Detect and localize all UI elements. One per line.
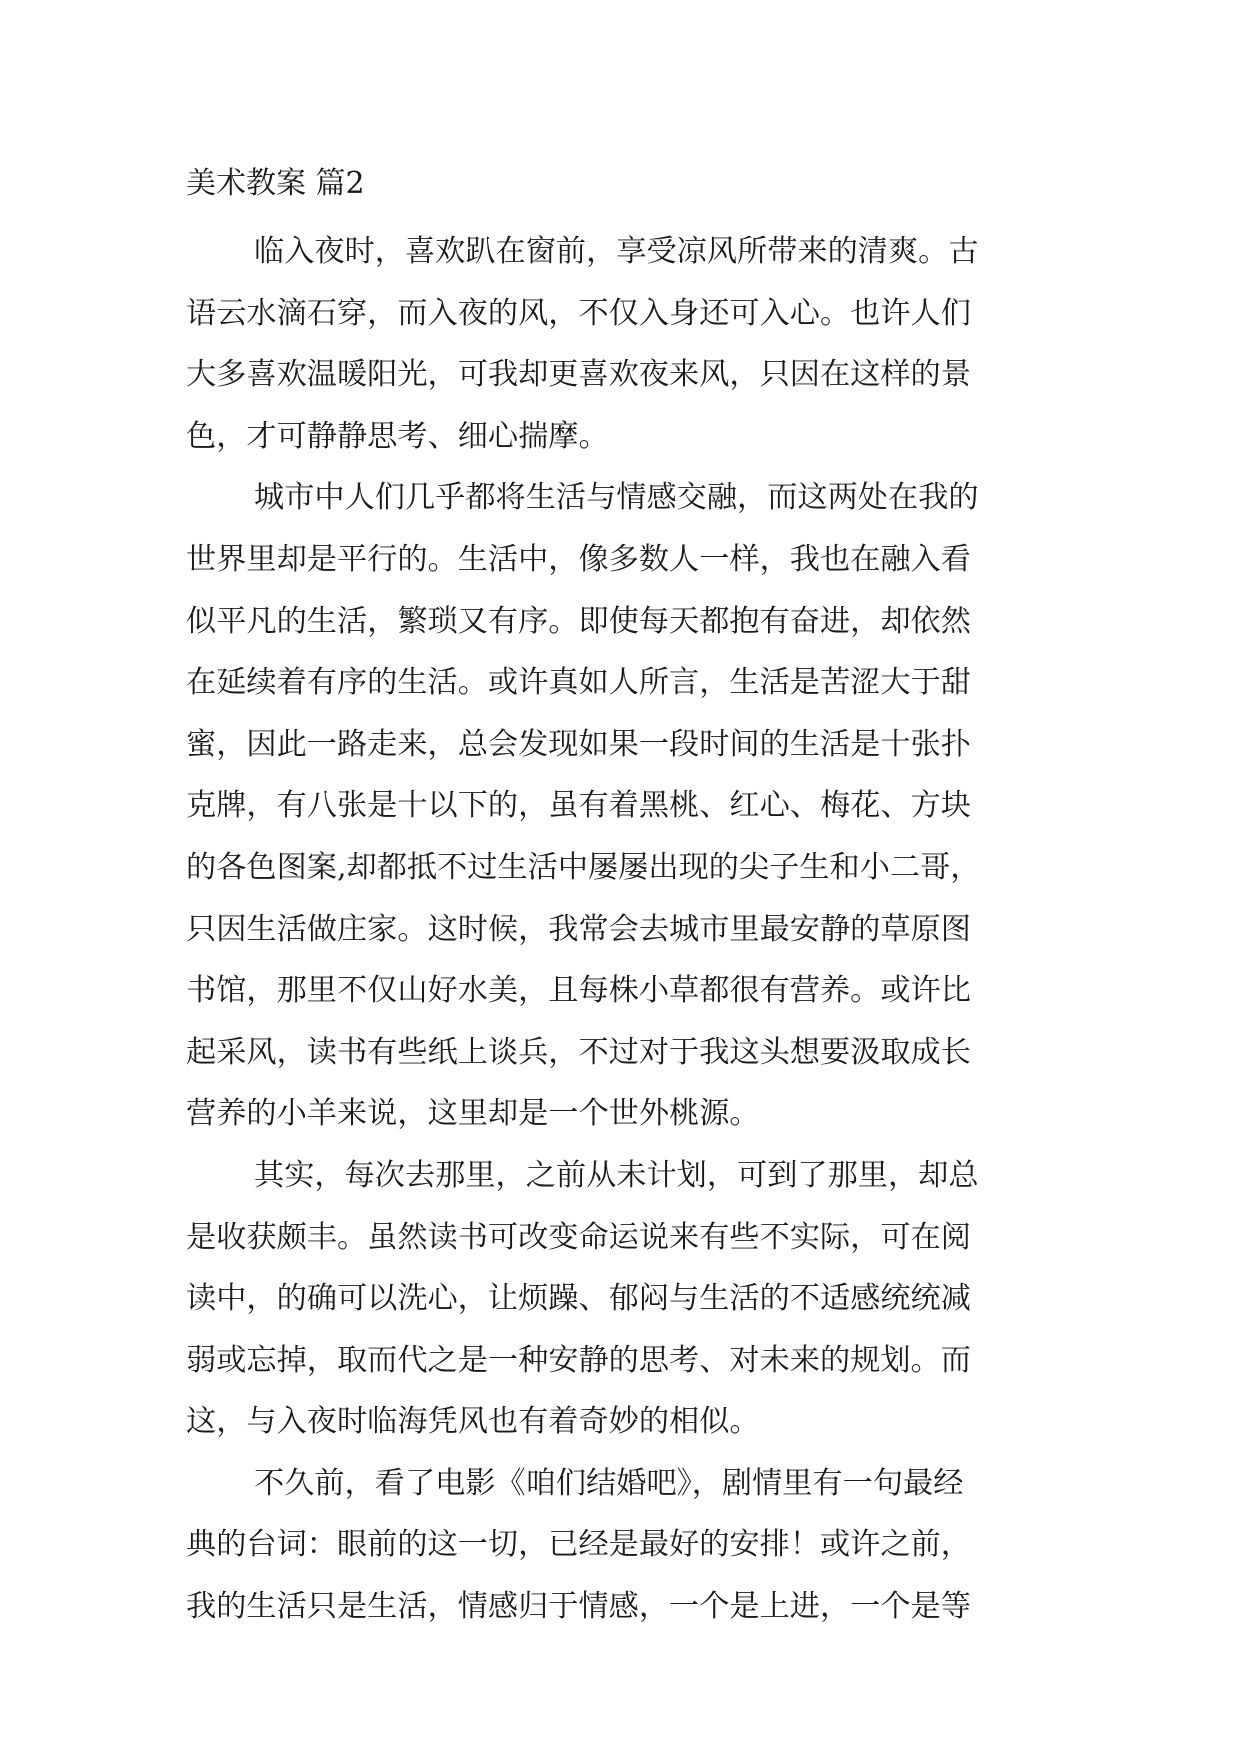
text-line: 起采风，读书有些纸上谈兵，不过对于我这头想要汲取成长 (186, 1034, 971, 1070)
text-line: 这，与入夜时临海凭风也有着奇妙的相似。 (186, 1404, 760, 1440)
text-line: 其实，每次去那里，之前从未计划，可到了那里，却总 (254, 1157, 979, 1193)
text-line: 临入夜时，喜欢趴在窗前，享受凉风所带来的清爽。古 (254, 234, 979, 269)
text-line: 我的生活只是生活，情感归于情感，一个是上进，一个是等 (186, 1589, 971, 1625)
document-title: 美术教案 篇2 (186, 166, 365, 201)
text-line: 不久前，看了电影《咱们结婚吧》，剧情里有一句最经 (254, 1465, 964, 1501)
text-line: 读中，的确可以洗心，让烦躁、郁闷与生活的不适感统统减 (186, 1281, 971, 1317)
text-line: 只因生活做庄家。这时候，我常会去城市里最安静的草原图 (186, 911, 971, 947)
text-line: 大多喜欢温暖阳光，可我却更喜欢夜来风，只因在这样的景 (186, 357, 971, 393)
text-line: 弱或忘掉，取而代之是一种安静的思考、对未来的规划。而 (186, 1342, 971, 1378)
text-line: 蜜，因此一路走来，总会发现如果一段时间的生活是十张扑 (186, 726, 971, 762)
text-line: 色，才可静静思考、细心揣摩。 (186, 418, 609, 454)
text-line: 是收获颇丰。虽然读书可改变命运说来有些不实际，可在阅 (186, 1219, 971, 1255)
document-body (186, 221, 1056, 1638)
text-line: 在延续着有序的生活。或许真如人所言，生活是苦涩大于甜 (186, 665, 971, 701)
text-line: 似平凡的生活，繁琐又有序。即使每天都抱有奋进，却依然 (186, 603, 971, 639)
text-line: 典的台词：眼前的这一切，已经是最好的安排！或许之前， (186, 1527, 971, 1563)
text-line: 克牌，有八张是十以下的，虽有着黑桃、红心、梅花、方块 (186, 788, 971, 824)
text-line: 语云水滴石穿，而入夜的风，不仅入身还可入心。也许人们 (186, 295, 971, 331)
text-line: 书馆，那里不仅山好水美，且每株小草都很有营养。或许比 (186, 973, 971, 1009)
text-line: 世界里却是平行的。生活中，像多数人一样，我也在融入看 (186, 541, 971, 577)
text-line: 营养的小羊来说，这里却是一个世外桃源。 (186, 1096, 760, 1132)
text-line: 的各色图案,却都抵不过生活中屡屡出现的尖子生和小二哥， (186, 849, 981, 885)
text-line: 城市中人们几乎都将生活与情感交融，而这两处在我的 (254, 480, 979, 516)
